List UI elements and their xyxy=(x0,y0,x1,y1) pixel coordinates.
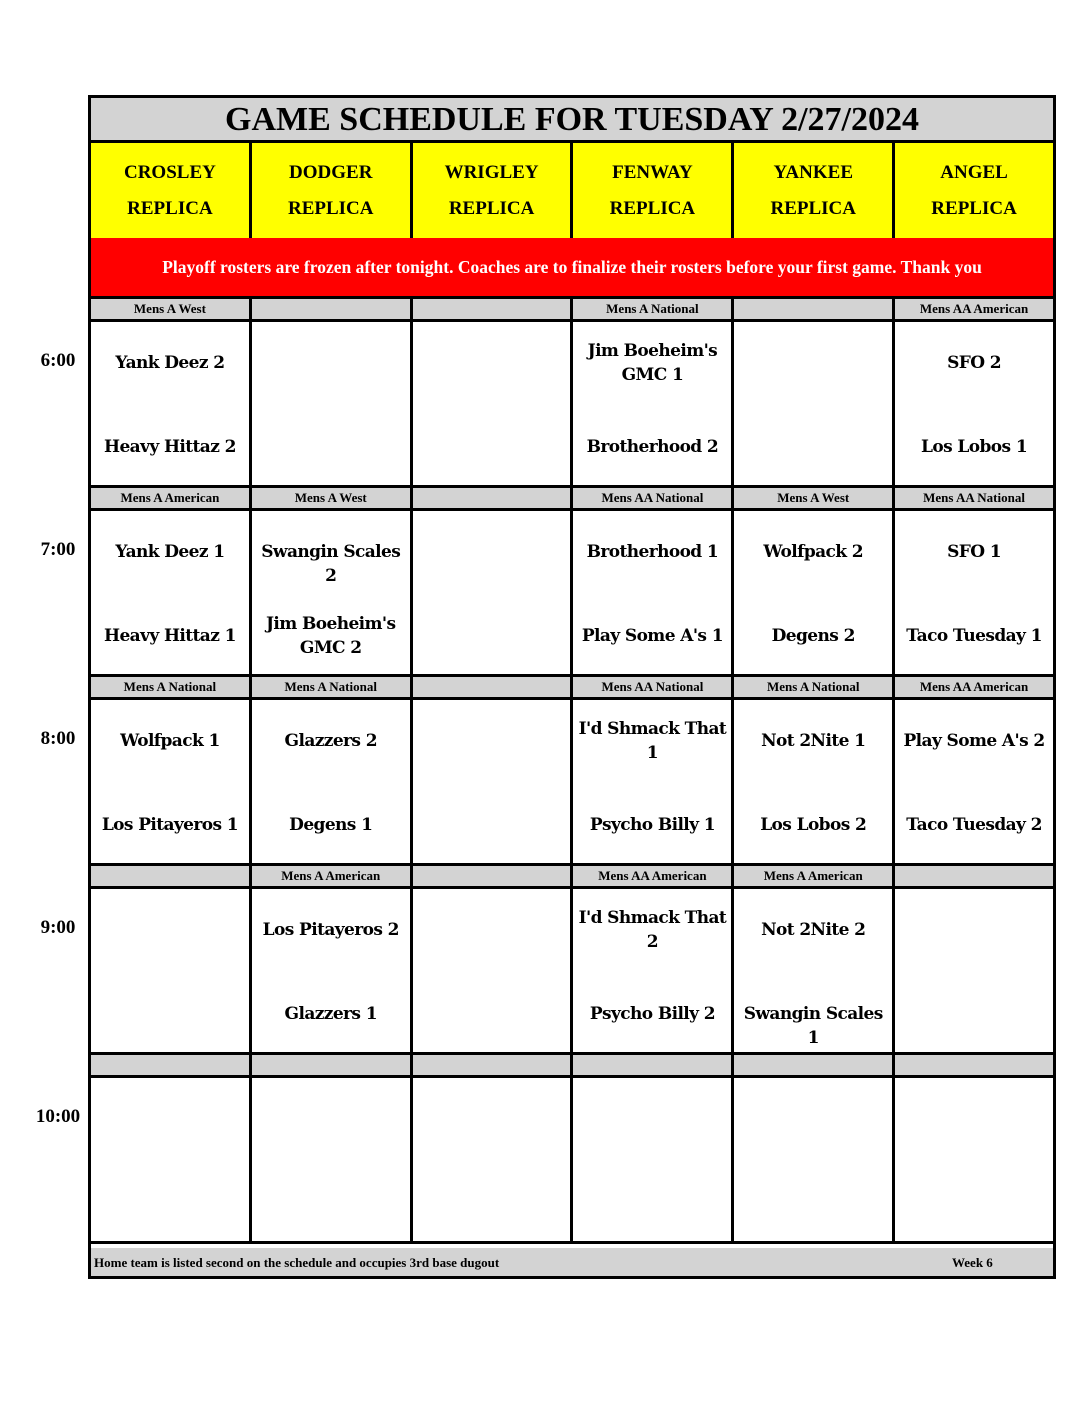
time-label: 10:00 xyxy=(35,1106,81,1127)
game-cell xyxy=(734,889,895,1052)
home-team: Degens 2 xyxy=(771,626,855,646)
game-cell xyxy=(573,889,734,1052)
game-cell xyxy=(413,700,574,863)
time-label: 6:00 xyxy=(40,350,76,371)
week-label: Week 6 xyxy=(952,1255,993,1270)
game-cell xyxy=(413,1078,574,1241)
division-label: Mens AA National xyxy=(895,488,1053,508)
division-row xyxy=(91,488,1053,511)
time-slot xyxy=(91,1055,1053,1244)
time-label: 8:00 xyxy=(40,728,76,749)
away-team: Los Pitayeros 2 xyxy=(262,920,399,940)
game-cell xyxy=(413,889,574,1052)
field-type: REPLICA xyxy=(931,197,1017,219)
division-label xyxy=(413,866,574,886)
division-row xyxy=(91,677,1053,700)
game-cell xyxy=(252,889,413,1052)
game-cell xyxy=(895,700,1053,863)
game-cell xyxy=(734,700,895,863)
division-label: Mens AA National xyxy=(573,488,734,508)
time-label: 9:00 xyxy=(40,917,76,938)
division-row xyxy=(91,299,1053,322)
away-team: Jim Boeheim's GMC 1 xyxy=(587,341,718,385)
field-type: REPLICA xyxy=(287,197,374,219)
field-name: DODGER xyxy=(289,161,373,183)
away-team: SFO 2 xyxy=(947,353,1001,373)
home-team: Los Pitayeros 1 xyxy=(101,815,239,835)
playoff-notice-banner: Playoff rosters are frozen after tonight. Coaches are to finalize their rosters before your first game. Thank you xyxy=(91,238,1053,299)
away-team: Yank Deez 1 xyxy=(115,542,225,562)
away-team: Yank Deez 2 xyxy=(115,353,225,373)
field-header-wrigley xyxy=(413,143,574,238)
home-team: Heavy Hittaz 2 xyxy=(104,437,236,457)
time-slot xyxy=(91,677,1053,866)
game-cell xyxy=(413,511,574,674)
division-label xyxy=(413,677,574,697)
time-label: 7:00 xyxy=(40,539,76,560)
division-label xyxy=(252,299,413,319)
game-cell xyxy=(252,511,413,674)
game-cell xyxy=(895,1078,1053,1241)
division-label: Mens A West xyxy=(91,299,252,319)
game-cell xyxy=(734,511,895,674)
home-team: Glazzers 1 xyxy=(284,1004,377,1024)
game-cell xyxy=(895,889,1053,1052)
home-team: Taco Tuesday 1 xyxy=(906,626,1042,646)
away-team: SFO 1 xyxy=(947,542,1001,562)
division-label: Mens AA American xyxy=(895,299,1053,319)
division-label: Mens A National xyxy=(252,677,413,697)
game-cell xyxy=(252,1078,413,1241)
away-team: Brotherhood 1 xyxy=(586,542,719,562)
division-label: Mens A American xyxy=(734,866,895,886)
home-team: Heavy Hittaz 1 xyxy=(104,626,236,646)
home-team: Jim Boeheim's GMC 2 xyxy=(265,614,396,658)
field-name: FENWAY xyxy=(612,161,693,183)
field-header-yankee xyxy=(734,143,895,238)
game-cell xyxy=(91,511,252,674)
game-cell xyxy=(734,1078,895,1241)
division-row xyxy=(91,1055,1053,1078)
home-team: Taco Tuesday 2 xyxy=(906,815,1042,835)
field-name: ANGEL xyxy=(940,161,1008,183)
home-team: Swangin Scales 1 xyxy=(743,1004,883,1048)
field-type: REPLICA xyxy=(448,197,535,219)
division-label: Mens A West xyxy=(734,488,895,508)
game-cell xyxy=(895,511,1053,674)
footer-note: Home team is listed second on the schedule and occupies 3rd base dugout xyxy=(94,1255,500,1270)
game-cell xyxy=(91,1078,252,1241)
home-team: Los Lobos 1 xyxy=(921,437,1028,457)
division-label: Mens A National xyxy=(573,299,734,319)
away-team: I'd Shmack That 2 xyxy=(578,908,727,952)
away-team: Wolfpack 2 xyxy=(763,542,864,562)
division-label xyxy=(895,1055,1053,1075)
game-cell xyxy=(413,322,574,485)
field-type: REPLICA xyxy=(127,197,213,219)
field-type: REPLICA xyxy=(770,197,856,219)
division-label xyxy=(734,299,895,319)
game-row xyxy=(91,889,1053,1055)
division-label: Mens A National xyxy=(734,677,895,697)
field-header-angel xyxy=(895,143,1053,238)
division-label xyxy=(413,1055,574,1075)
field-header-fenway xyxy=(573,143,734,238)
home-team: Brotherhood 2 xyxy=(586,437,719,457)
division-label xyxy=(91,866,252,886)
game-cell xyxy=(895,322,1053,485)
game-row xyxy=(91,1078,1053,1244)
field-type: REPLICA xyxy=(609,197,696,219)
field-header-dodger xyxy=(252,143,413,238)
division-row xyxy=(91,866,1053,889)
footer-bar xyxy=(91,1248,1053,1276)
field-name: CROSLEY xyxy=(123,161,216,183)
game-cell xyxy=(734,322,895,485)
page-title: GAME SCHEDULE FOR TUESDAY 2/27/2024 xyxy=(91,98,1053,143)
division-label xyxy=(573,1055,734,1075)
division-label xyxy=(734,1055,895,1075)
division-label: Mens A American xyxy=(91,488,252,508)
time-slot xyxy=(91,866,1053,1055)
game-cell xyxy=(252,322,413,485)
away-team: Wolfpack 1 xyxy=(120,731,220,751)
division-label: Mens A West xyxy=(252,488,413,508)
game-row xyxy=(91,700,1053,866)
field-header-row xyxy=(91,143,1053,241)
schedule-sheet xyxy=(88,95,1056,1279)
game-row xyxy=(91,511,1053,677)
division-label xyxy=(91,1055,252,1075)
division-label: Mens AA American xyxy=(573,866,734,886)
home-team: Psycho Billy 2 xyxy=(589,1004,715,1024)
away-team: Glazzers 2 xyxy=(284,731,377,751)
game-cell xyxy=(573,1078,734,1241)
division-label: Mens AA American xyxy=(895,677,1053,697)
division-label xyxy=(413,488,574,508)
away-team: Not 2Nite 1 xyxy=(761,731,866,751)
game-cell xyxy=(91,700,252,863)
division-label xyxy=(252,1055,413,1075)
game-cell xyxy=(91,889,252,1052)
division-label xyxy=(895,866,1053,886)
game-cell xyxy=(573,511,734,674)
game-row xyxy=(91,322,1053,488)
home-team: Degens 1 xyxy=(289,815,373,835)
home-team: Play Some A's 1 xyxy=(581,626,723,646)
field-header-crosley xyxy=(91,143,252,238)
home-team: Los Lobos 2 xyxy=(760,815,867,835)
time-slot xyxy=(91,299,1053,488)
home-team: Psycho Billy 1 xyxy=(589,815,715,835)
away-team: I'd Shmack That 1 xyxy=(578,719,727,763)
game-cell xyxy=(252,700,413,863)
away-team: Not 2Nite 2 xyxy=(761,920,866,940)
division-label: Mens AA National xyxy=(573,677,734,697)
game-cell xyxy=(573,700,734,863)
division-label: Mens A National xyxy=(91,677,252,697)
division-label xyxy=(413,299,574,319)
field-name: YANKEE xyxy=(773,161,853,183)
time-slot xyxy=(91,488,1053,677)
away-team: Play Some A's 2 xyxy=(903,731,1045,751)
division-label: Mens A American xyxy=(252,866,413,886)
away-team: Swangin Scales 2 xyxy=(261,542,401,586)
game-cell xyxy=(573,322,734,485)
field-name: WRIGLEY xyxy=(444,161,539,183)
game-cell xyxy=(91,322,252,485)
